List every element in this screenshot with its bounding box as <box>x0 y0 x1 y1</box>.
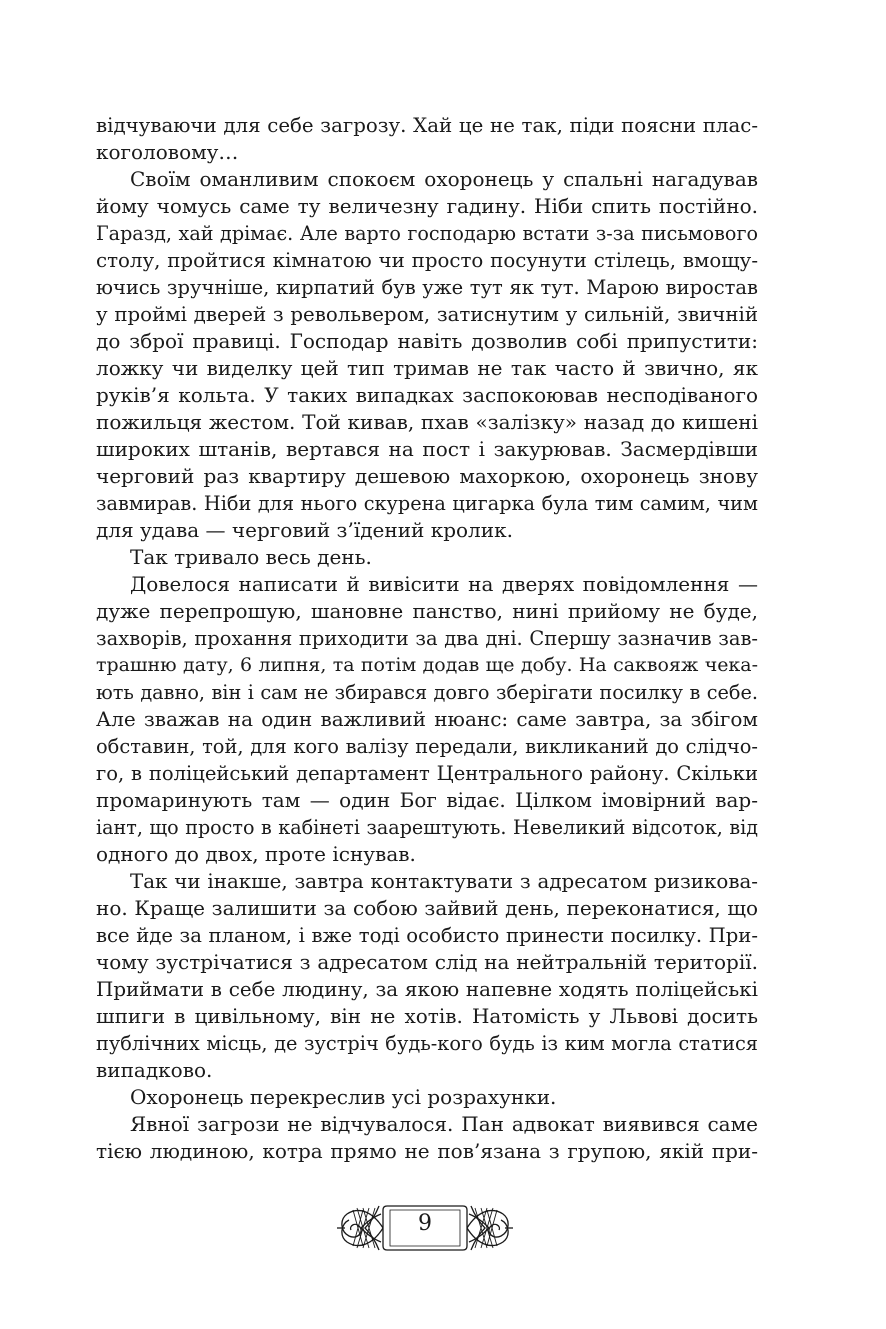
text-line: тією людиною, котра прямо не пов’язана з групою, якій при- <box>96 1139 758 1163</box>
text-line: захворів, прохання приходити за два дні. Спершу зазначив зав- <box>96 627 758 650</box>
text-line: Приймати в себе людину, за якою напевне ходять поліцейські <box>96 978 758 1001</box>
text-line: черговий раз квартиру дешевою махоркою, охоронець знову <box>96 464 758 488</box>
text-line: Гаразд, хай дрімає. Але варто господарю встати з-за письмового <box>96 222 758 245</box>
text-line: коголовому… <box>96 140 239 164</box>
text-line: промаринують там — один Бог відає. Цілком імовірний вар- <box>96 788 758 812</box>
text-line: широких штанів, вертався на пост і закурював. Засмердівши <box>96 437 758 461</box>
text-line: Явної загрози не відчувалося. Пан адвокат виявився саме <box>130 1112 758 1136</box>
text-line: завмирав. Ніби для нього скурена цигарка була тим самим, чим <box>96 492 758 515</box>
text-line: пожильця жестом. Той кивав, пхав «залізку» назад до кишені <box>96 410 758 434</box>
text-line: Своїм оманливим спокоєм охоронець у спальні нагадував <box>130 167 758 191</box>
text-line: обставин, той, для кого валізу передали, викликаний до слідчо- <box>96 735 758 758</box>
text-line: відчуваючи для себе загрозу. Хай це не так, піди поясни плас- <box>96 114 758 137</box>
page-number-ornament <box>335 1192 515 1264</box>
text-line: Довелося написати й вивісити на дверях повідомлення — <box>130 572 758 596</box>
text-line: дуже перепрошую, шановне панство, нині прийому не буде, <box>96 599 758 623</box>
text-line: столу, пройтися кімнатою чи просто посунути стілець, вмощу- <box>96 249 758 272</box>
text-line: чому зустрічатися з адресатом слід на нейтральній території. <box>96 950 758 974</box>
text-line: ложку чи виделку цей тип тримав не так часто й звично, як <box>96 356 758 380</box>
page-number: 9 <box>418 1211 432 1236</box>
text-line: ючись зручніше, кирпатий був уже тут як тут. Марою виростав <box>96 276 758 299</box>
text-line: руків’я кольта. У таких випадках заспокоював несподіваного <box>96 383 758 407</box>
text-line: випадково. <box>96 1058 213 1082</box>
text-line: йому чомусь саме ту величезну гадину. Ніби спить постійно. <box>96 194 758 218</box>
text-line: трашню дату, 6 липня, та потім додав ще добу. На саквояж чека- <box>96 654 758 676</box>
text-line: ють давно, він і сам не збирався довго зберігати посилку в себе. <box>96 681 758 704</box>
text-line: для удава — черговий з’їдений кролик. <box>96 518 513 542</box>
text-line: іант, що просто в кабінеті заарештують. Невеликий відсоток, від <box>96 816 758 839</box>
text-line: Так тривало весь день. <box>130 545 372 569</box>
text-line: го, в поліцейський департамент Центрального району. Скільки <box>96 762 758 785</box>
text-line: одного до двох, проте існував. <box>96 842 416 866</box>
text-line: у проймі дверей з револьвером, затиснутим у сильній, звичній <box>96 303 758 326</box>
text-line: публічних місць, де зустріч будь-кого будь із ким могла статися <box>96 1032 758 1055</box>
text-line: Охоронець перекреслив усі розрахунки. <box>130 1085 557 1109</box>
text-line: шпиги в цивільному, він не хотів. Натомість у Львові досить <box>96 1004 758 1028</box>
body-text <box>96 112 758 1165</box>
text-line: но. Краще залишити за собою зайвий день, переконатися, що <box>96 896 758 920</box>
text-line: до зброї правиці. Господар навіть дозволив собі припустити: <box>96 329 758 353</box>
text-line: все йде за планом, і вже тоді особисто принести посилку. При- <box>96 924 758 947</box>
text-line: Так чи інакше, завтра контактувати з адресатом ризикова- <box>130 870 758 893</box>
text-line: Але зважав на один важливий нюанс: саме завтра, за збігом <box>96 707 758 731</box>
